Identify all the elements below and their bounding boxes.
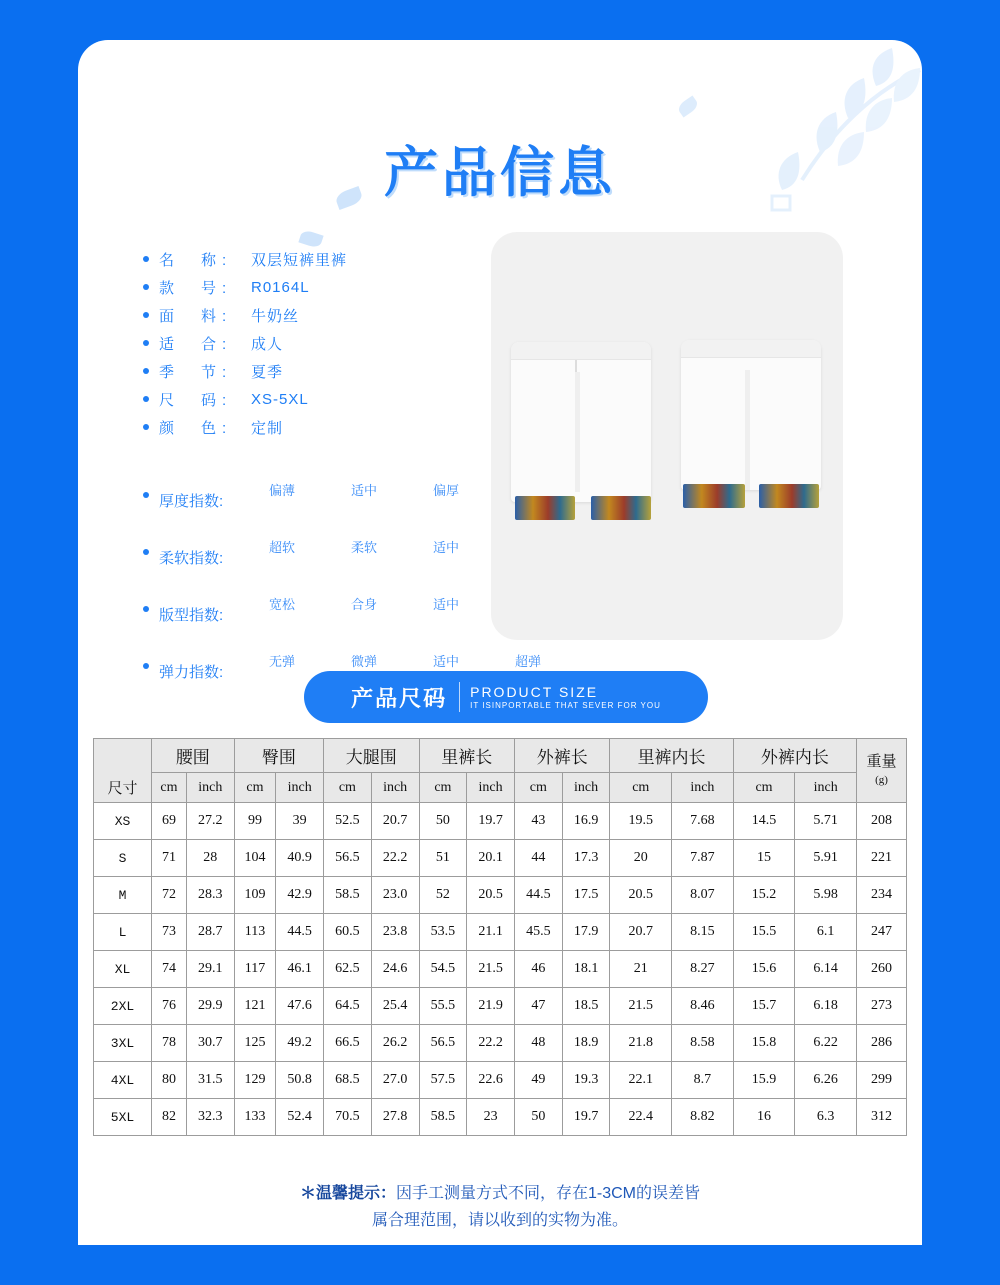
index-option: 适中: [350, 483, 377, 498]
table-unit-header: cm: [152, 773, 187, 803]
index-option: 宽松: [269, 597, 296, 612]
index-option: 柔软: [350, 540, 377, 555]
index-row: [143, 594, 543, 625]
table-unit-header: cm: [324, 773, 372, 803]
size-table-wrap: [93, 738, 907, 1136]
bullet-icon: [143, 606, 149, 612]
attribute-label: 面 料:: [159, 307, 233, 325]
size-table-group-row: [94, 739, 907, 773]
table-cell: 6.14: [795, 951, 857, 988]
table-cell: 6.18: [795, 988, 857, 1025]
table-cell: 7.68: [672, 803, 734, 840]
table-unit-header: inch: [371, 773, 419, 803]
row-size: XS: [94, 803, 152, 840]
table-cell: 56.5: [324, 840, 372, 877]
table-cell: 57.5: [419, 1062, 467, 1099]
table-cell: 14.5: [733, 803, 795, 840]
table-cell: 66.5: [324, 1025, 372, 1062]
table-cell: 19.7: [467, 803, 515, 840]
table-cell: 27.8: [371, 1099, 419, 1136]
table-cell: 8.07: [672, 877, 734, 914]
table-cell: 6.22: [795, 1025, 857, 1062]
row-weight: 221: [857, 840, 907, 877]
table-cell: 26.2: [371, 1025, 419, 1062]
row-weight: 234: [857, 877, 907, 914]
table-cell: 22.2: [467, 1025, 515, 1062]
table-cell: 24.6: [371, 951, 419, 988]
table-cell: 20: [610, 840, 672, 877]
product-image: [491, 232, 843, 640]
table-cell: 21.8: [610, 1025, 672, 1062]
table-unit-header: inch: [795, 773, 857, 803]
attribute-value: R0164L: [251, 278, 310, 296]
attribute-row: [143, 385, 503, 413]
table-cell: 70.5: [324, 1099, 372, 1136]
waistband: [511, 342, 651, 360]
table-unit-header: cm: [234, 773, 276, 803]
row-weight: 312: [857, 1099, 907, 1136]
bullet-icon: [143, 368, 149, 374]
table-cell: 28.3: [186, 877, 234, 914]
table-cell: 8.82: [672, 1099, 734, 1136]
printed-liner: [591, 496, 651, 520]
table-cell: 104: [234, 840, 276, 877]
table-cell: 22.4: [610, 1099, 672, 1136]
attribute-value: 定制: [251, 419, 284, 437]
table-unit-header: inch: [276, 773, 324, 803]
table-cell: 52: [419, 877, 467, 914]
table-unit-header: cm: [514, 773, 562, 803]
table-cell: 50: [419, 803, 467, 840]
attribute-value: 双层短裤里裤: [251, 251, 348, 269]
table-cell: 8.46: [672, 988, 734, 1025]
row-weight: 260: [857, 951, 907, 988]
measurement-note: [78, 1180, 922, 1234]
table-cell: 8.7: [672, 1062, 734, 1099]
table-cell: 20.1: [467, 840, 515, 877]
table-cell: 22.1: [610, 1062, 672, 1099]
table-cell: 46.1: [276, 951, 324, 988]
attribute-label: 名 称:: [159, 251, 233, 269]
table-cell: 99: [234, 803, 276, 840]
table-cell: 42.9: [276, 877, 324, 914]
size-banner-en-line1: PRODUCT SIZE: [470, 683, 599, 700]
attribute-label: 颜 色:: [159, 419, 233, 437]
table-cell: 44: [514, 840, 562, 877]
table-cell: 22.6: [467, 1062, 515, 1099]
table-cell: 29.1: [186, 951, 234, 988]
table-cell: 55.5: [419, 988, 467, 1025]
index-option: 合身: [350, 597, 377, 612]
product-photo-front: [511, 342, 651, 502]
table-row: [94, 877, 907, 914]
row-size: 3XL: [94, 1025, 152, 1062]
table-cell: 71: [152, 840, 187, 877]
attribute-label: 季 节:: [159, 363, 233, 381]
table-row: [94, 914, 907, 951]
product-photo-back: [681, 340, 821, 490]
table-cell: 20.5: [610, 877, 672, 914]
table-cell: 16.9: [562, 803, 610, 840]
table-cell: 125: [234, 1025, 276, 1062]
size-banner: [304, 671, 708, 723]
table-row: [94, 1062, 907, 1099]
table-cell: 17.5: [562, 877, 610, 914]
table-row: [94, 1099, 907, 1136]
index-option: 偏薄: [269, 483, 296, 498]
table-unit-header: inch: [562, 773, 610, 803]
table-cell: 69: [152, 803, 187, 840]
table-cell: 21.1: [467, 914, 515, 951]
index-option: 无弹: [269, 654, 296, 669]
table-cell: 53.5: [419, 914, 467, 951]
attribute-row: [143, 329, 503, 357]
table-cell: 50: [514, 1099, 562, 1136]
table-corner-header: 尺寸: [94, 739, 152, 803]
table-group-header: 腰围: [152, 739, 235, 773]
table-cell: 45.5: [514, 914, 562, 951]
bullet-icon: [143, 492, 149, 498]
table-cell: 133: [234, 1099, 276, 1136]
table-cell: 6.3: [795, 1099, 857, 1136]
table-cell: 8.58: [672, 1025, 734, 1062]
table-cell: 58.5: [324, 877, 372, 914]
table-cell: 49.2: [276, 1025, 324, 1062]
table-cell: 27.2: [186, 803, 234, 840]
table-cell: 18.5: [562, 988, 610, 1025]
table-cell: 29.9: [186, 988, 234, 1025]
row-size: 2XL: [94, 988, 152, 1025]
table-cell: 21: [610, 951, 672, 988]
bullet-icon: [143, 256, 149, 262]
index-label: 柔软指数:: [159, 550, 224, 567]
index-option: 适中: [432, 654, 459, 669]
row-weight: 273: [857, 988, 907, 1025]
table-cell: 20.7: [371, 803, 419, 840]
attribute-value: 牛奶丝: [251, 307, 300, 325]
table-cell: 25.4: [371, 988, 419, 1025]
table-cell: 15.8: [733, 1025, 795, 1062]
table-cell: 78: [152, 1025, 187, 1062]
table-cell: 80: [152, 1062, 187, 1099]
table-cell: 109: [234, 877, 276, 914]
table-cell: 23: [467, 1099, 515, 1136]
table-cell: 15.2: [733, 877, 795, 914]
table-cell: 27.0: [371, 1062, 419, 1099]
bullet-icon: [143, 424, 149, 430]
bullet-icon: [143, 396, 149, 402]
table-cell: 23.8: [371, 914, 419, 951]
table-cell: 54.5: [419, 951, 467, 988]
table-cell: 15.7: [733, 988, 795, 1025]
row-weight: 286: [857, 1025, 907, 1062]
bullet-icon: [143, 663, 149, 669]
table-unit-header: cm: [610, 773, 672, 803]
bullet-icon: [143, 549, 149, 555]
row-size: 4XL: [94, 1062, 152, 1099]
table-cell: 46: [514, 951, 562, 988]
product-attribute-list: [143, 245, 503, 441]
note-line-1: [78, 1180, 922, 1207]
note-line1-text: 因手工测量方式不同，存在1-3CM的误差皆: [396, 1185, 701, 1202]
attribute-row: [143, 301, 503, 329]
table-cell: 73: [152, 914, 187, 951]
table-cell: 52.4: [276, 1099, 324, 1136]
size-table-body: [94, 803, 907, 1136]
index-option: 超弹: [514, 654, 541, 669]
size-banner-en-line2: IT ISINPORTABLE THAT SEVER FOR YOU: [470, 700, 661, 710]
table-cell: 56.5: [419, 1025, 467, 1062]
row-weight: 208: [857, 803, 907, 840]
table-cell: 19.5: [610, 803, 672, 840]
table-cell: 51: [419, 840, 467, 877]
index-label: 弹力指数:: [159, 664, 224, 681]
table-cell: 18.1: [562, 951, 610, 988]
table-cell: 23.0: [371, 877, 419, 914]
row-size: L: [94, 914, 152, 951]
table-cell: 74: [152, 951, 187, 988]
table-cell: 49: [514, 1062, 562, 1099]
table-cell: 17.9: [562, 914, 610, 951]
page-title: 产品信息: [384, 141, 616, 204]
bullet-icon: [143, 340, 149, 346]
size-banner-title-en: [470, 684, 661, 710]
index-option: 偏厚: [432, 483, 459, 498]
table-cell: 28: [186, 840, 234, 877]
attribute-row: [143, 245, 503, 273]
table-cell: 32.3: [186, 1099, 234, 1136]
table-cell: 40.9: [276, 840, 324, 877]
attribute-value: 夏季: [251, 363, 284, 381]
bullet-icon: [143, 284, 149, 290]
row-size: S: [94, 840, 152, 877]
table-cell: 18.9: [562, 1025, 610, 1062]
table-cell: 22.2: [371, 840, 419, 877]
table-cell: 47.6: [276, 988, 324, 1025]
weight-unit: (g): [875, 773, 888, 786]
table-cell: 6.26: [795, 1062, 857, 1099]
bullet-icon: [143, 312, 149, 318]
table-cell: 7.87: [672, 840, 734, 877]
leg-gap: [575, 372, 579, 492]
table-unit-header: cm: [733, 773, 795, 803]
table-cell: 47: [514, 988, 562, 1025]
table-row: [94, 840, 907, 877]
printed-liner: [515, 496, 575, 520]
table-cell: 20.7: [610, 914, 672, 951]
waistband: [681, 340, 821, 358]
table-cell: 68.5: [324, 1062, 372, 1099]
row-weight: 247: [857, 914, 907, 951]
table-unit-header: cm: [419, 773, 467, 803]
table-cell: 15.5: [733, 914, 795, 951]
note-line-2: 属合理范围，请以收到的实物为准。: [371, 1212, 628, 1230]
index-option: 适中: [432, 540, 459, 555]
table-cell: 5.71: [795, 803, 857, 840]
index-label: 厚度指数:: [159, 493, 224, 510]
table-cell: 82: [152, 1099, 187, 1136]
attribute-value: XS-5XL: [251, 390, 309, 408]
size-table-unit-row: [94, 773, 907, 803]
table-cell: 62.5: [324, 951, 372, 988]
table-cell: 64.5: [324, 988, 372, 1025]
table-cell: 113: [234, 914, 276, 951]
attribute-value: 成人: [251, 335, 284, 353]
attribute-label: 尺 码:: [159, 391, 233, 409]
printed-liner: [759, 484, 819, 508]
table-group-header: 大腿围: [324, 739, 419, 773]
table-unit-header: inch: [672, 773, 734, 803]
table-cell: 30.7: [186, 1025, 234, 1062]
table-group-header: 里裤长: [419, 739, 514, 773]
table-cell: 15.6: [733, 951, 795, 988]
index-option: 适中: [432, 597, 459, 612]
row-size: 5XL: [94, 1099, 152, 1136]
table-cell: 19.7: [562, 1099, 610, 1136]
table-cell: 21.9: [467, 988, 515, 1025]
table-cell: 21.5: [610, 988, 672, 1025]
product-info-card: [78, 40, 922, 1245]
table-cell: 15: [733, 840, 795, 877]
size-banner-title-cn: 产品尺码: [351, 685, 448, 711]
row-weight: 299: [857, 1062, 907, 1099]
table-group-header: 外裤长: [514, 739, 609, 773]
attribute-row: [143, 413, 503, 441]
table-cell: 50.8: [276, 1062, 324, 1099]
attribute-label: 适 合:: [159, 335, 233, 353]
table-cell: 31.5: [186, 1062, 234, 1099]
leg-gap: [745, 370, 749, 490]
note-prefix: ＊温馨提示：: [299, 1185, 396, 1202]
index-option: 微弹: [350, 654, 377, 669]
table-cell: 43: [514, 803, 562, 840]
table-cell: 129: [234, 1062, 276, 1099]
table-cell: 15.9: [733, 1062, 795, 1099]
table-row: [94, 951, 907, 988]
table-cell: 39: [276, 803, 324, 840]
attribute-row: [143, 273, 503, 301]
table-cell: 44.5: [276, 914, 324, 951]
table-cell: 5.98: [795, 877, 857, 914]
table-group-header: 臀围: [234, 739, 323, 773]
table-cell: 17.3: [562, 840, 610, 877]
table-cell: 21.5: [467, 951, 515, 988]
row-size: M: [94, 877, 152, 914]
size-table: [93, 738, 907, 1136]
table-row: [94, 803, 907, 840]
table-unit-header: inch: [186, 773, 234, 803]
table-cell: 58.5: [419, 1099, 467, 1136]
table-group-header: 外裤内长: [733, 739, 856, 773]
divider: [459, 682, 460, 712]
table-weight-header: [857, 739, 907, 803]
table-cell: 6.1: [795, 914, 857, 951]
table-group-header: 里裤内长: [610, 739, 733, 773]
table-cell: 60.5: [324, 914, 372, 951]
index-label: 版型指数:: [159, 607, 224, 624]
table-row: [94, 988, 907, 1025]
table-cell: 48: [514, 1025, 562, 1062]
table-cell: 72: [152, 877, 187, 914]
table-cell: 76: [152, 988, 187, 1025]
attribute-label: 款 号:: [159, 279, 233, 297]
table-cell: 28.7: [186, 914, 234, 951]
printed-liner: [683, 484, 745, 508]
index-option: 超软: [269, 540, 296, 555]
table-unit-header: inch: [467, 773, 515, 803]
table-row: [94, 1025, 907, 1062]
table-cell: 16: [733, 1099, 795, 1136]
table-cell: 121: [234, 988, 276, 1025]
index-row: [143, 480, 543, 511]
index-row: [143, 537, 543, 568]
table-cell: 117: [234, 951, 276, 988]
table-cell: 20.5: [467, 877, 515, 914]
table-cell: 5.91: [795, 840, 857, 877]
table-cell: 52.5: [324, 803, 372, 840]
table-cell: 8.15: [672, 914, 734, 951]
size-table-head: [94, 739, 907, 803]
table-cell: 19.3: [562, 1062, 610, 1099]
row-size: XL: [94, 951, 152, 988]
table-cell: 44.5: [514, 877, 562, 914]
table-cell: 8.27: [672, 951, 734, 988]
attribute-row: [143, 357, 503, 385]
weight-label: 重量: [866, 754, 897, 770]
